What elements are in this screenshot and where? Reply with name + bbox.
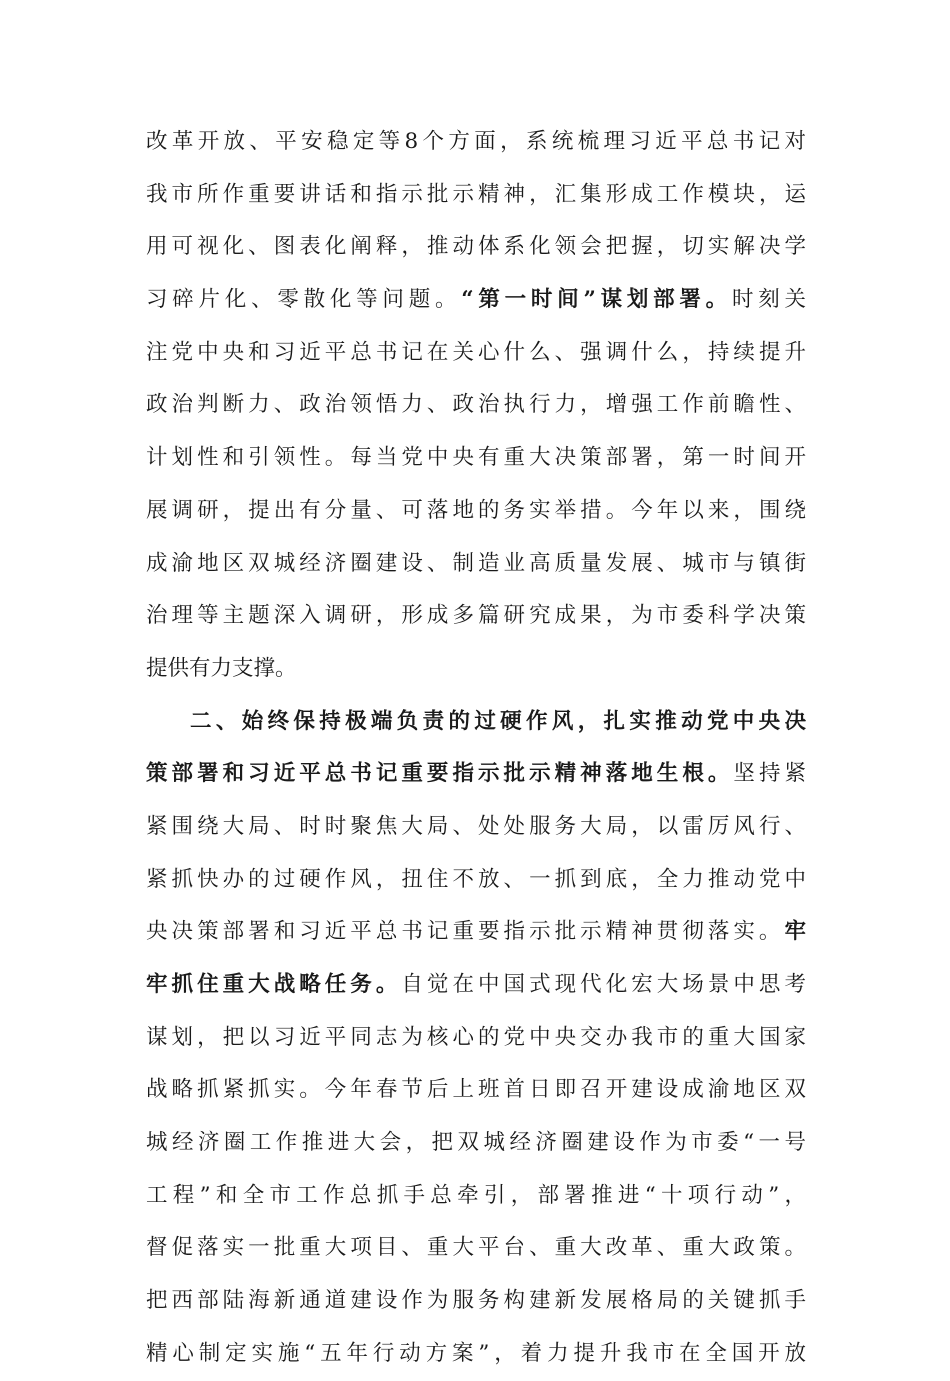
text-segment: 改革开放、平安稳定等8个方面，系统梳理习近平总书记对: [146, 129, 806, 154]
text-line: [146, 643, 806, 696]
text-segment: 计划性和引领性。每当党中央有重大决策部署，第一时间开: [146, 445, 806, 471]
text-segment: 习碎片化、零散化等问题。: [146, 287, 462, 313]
text-line: [146, 1117, 806, 1170]
text-segment: 治理等主题深入调研，形成多篇研究成果，为市委科学决策: [146, 603, 806, 629]
text-line: [146, 1064, 806, 1117]
text-segment: 工程”和全市工作总抓手总牵引，部署推进“十项行动”，: [146, 1182, 806, 1208]
text-segment: 展调研，提出有分量、可落地的务实举措。今年以来，围绕: [146, 497, 806, 523]
bold-text-segment: 牢抓住重大战略任务。: [146, 972, 402, 997]
text-segment: 紧抓快办的过硬作风，扭住不放、一抓到底，全力推动党中: [146, 866, 806, 892]
text-line: [146, 959, 806, 1012]
text-segment: 我市所作重要讲话和指示批示精神，汇集形成工作模块，运: [146, 181, 806, 207]
text-segment: 成渝地区双城经济圈建设、制造业高质量发展、城市与镇街: [146, 550, 806, 576]
text-line: [146, 1222, 806, 1275]
text-segment: 注党中央和习近平总书记在关心什么、强调什么，持续提升: [146, 339, 806, 365]
text-line: [146, 906, 806, 959]
document-page: [146, 116, 806, 1381]
text-line: [146, 696, 806, 749]
bold-text-segment: 二、始终保持极端负责的过硬作风，扎实推动党中央决: [190, 708, 806, 734]
text-segment: 战略抓紧抓实。今年春节后上班首日即召开建设成渝地区双: [146, 1077, 806, 1103]
text-line: [146, 274, 806, 327]
text-segment: 精心制定实施“五年行动方案”，着力提升我市在全国开放: [146, 1340, 806, 1366]
bold-text-segment: “第一时间”谋划部署。: [461, 287, 732, 313]
text-line: [146, 1170, 806, 1223]
text-line: [146, 538, 806, 591]
text-segment: 政治判断力、政治领悟力、政治执行力，增强工作前瞻性、: [146, 392, 806, 418]
text-line: [146, 854, 806, 907]
text-segment: 坚持紧: [733, 761, 806, 787]
text-line: [146, 379, 806, 432]
text-segment: 督促落实一批重大项目、重大平台、重大改革、重大政策。: [146, 1235, 806, 1261]
text-segment: 央决策部署和习近平总书记重要指示批示精神贯彻落实。: [146, 919, 785, 945]
text-segment: 谋划，把以习近平同志为核心的党中央交办我市的重大国家: [146, 1024, 806, 1050]
text-segment: 提供有力支撑。: [146, 655, 297, 681]
bold-text-segment: 策部署和习近平总书记重要指示批示精神落地生根。: [146, 761, 734, 787]
text-line: [146, 116, 806, 169]
bold-text-segment: 牢: [784, 919, 806, 945]
text-segment: 用可视化、图表化阐释，推动体系化领会把握，切实解决学: [146, 234, 806, 260]
text-line: [146, 748, 806, 801]
text-line: [146, 1012, 806, 1065]
text-line: [146, 169, 806, 222]
text-line: [146, 485, 806, 538]
text-line: [146, 432, 806, 485]
text-segment: 城经济圈工作推进大会，把双城经济圈建设作为市委“一号: [146, 1130, 806, 1156]
text-line: [146, 327, 806, 380]
text-segment: 自觉在中国式现代化宏大场景中思考: [401, 972, 806, 997]
text-line: [146, 221, 806, 274]
text-line: [146, 1275, 806, 1328]
text-line: [146, 801, 806, 854]
text-segment: 时刻关: [731, 287, 806, 313]
text-segment: 紧围绕大局、时时聚焦大局、处处服务大局，以雷厉风行、: [146, 813, 806, 839]
text-line: [146, 590, 806, 643]
text-segment: 把西部陆海新通道建设作为服务构建新发展格局的关键抓手: [146, 1288, 806, 1314]
text-line: [146, 1328, 806, 1381]
